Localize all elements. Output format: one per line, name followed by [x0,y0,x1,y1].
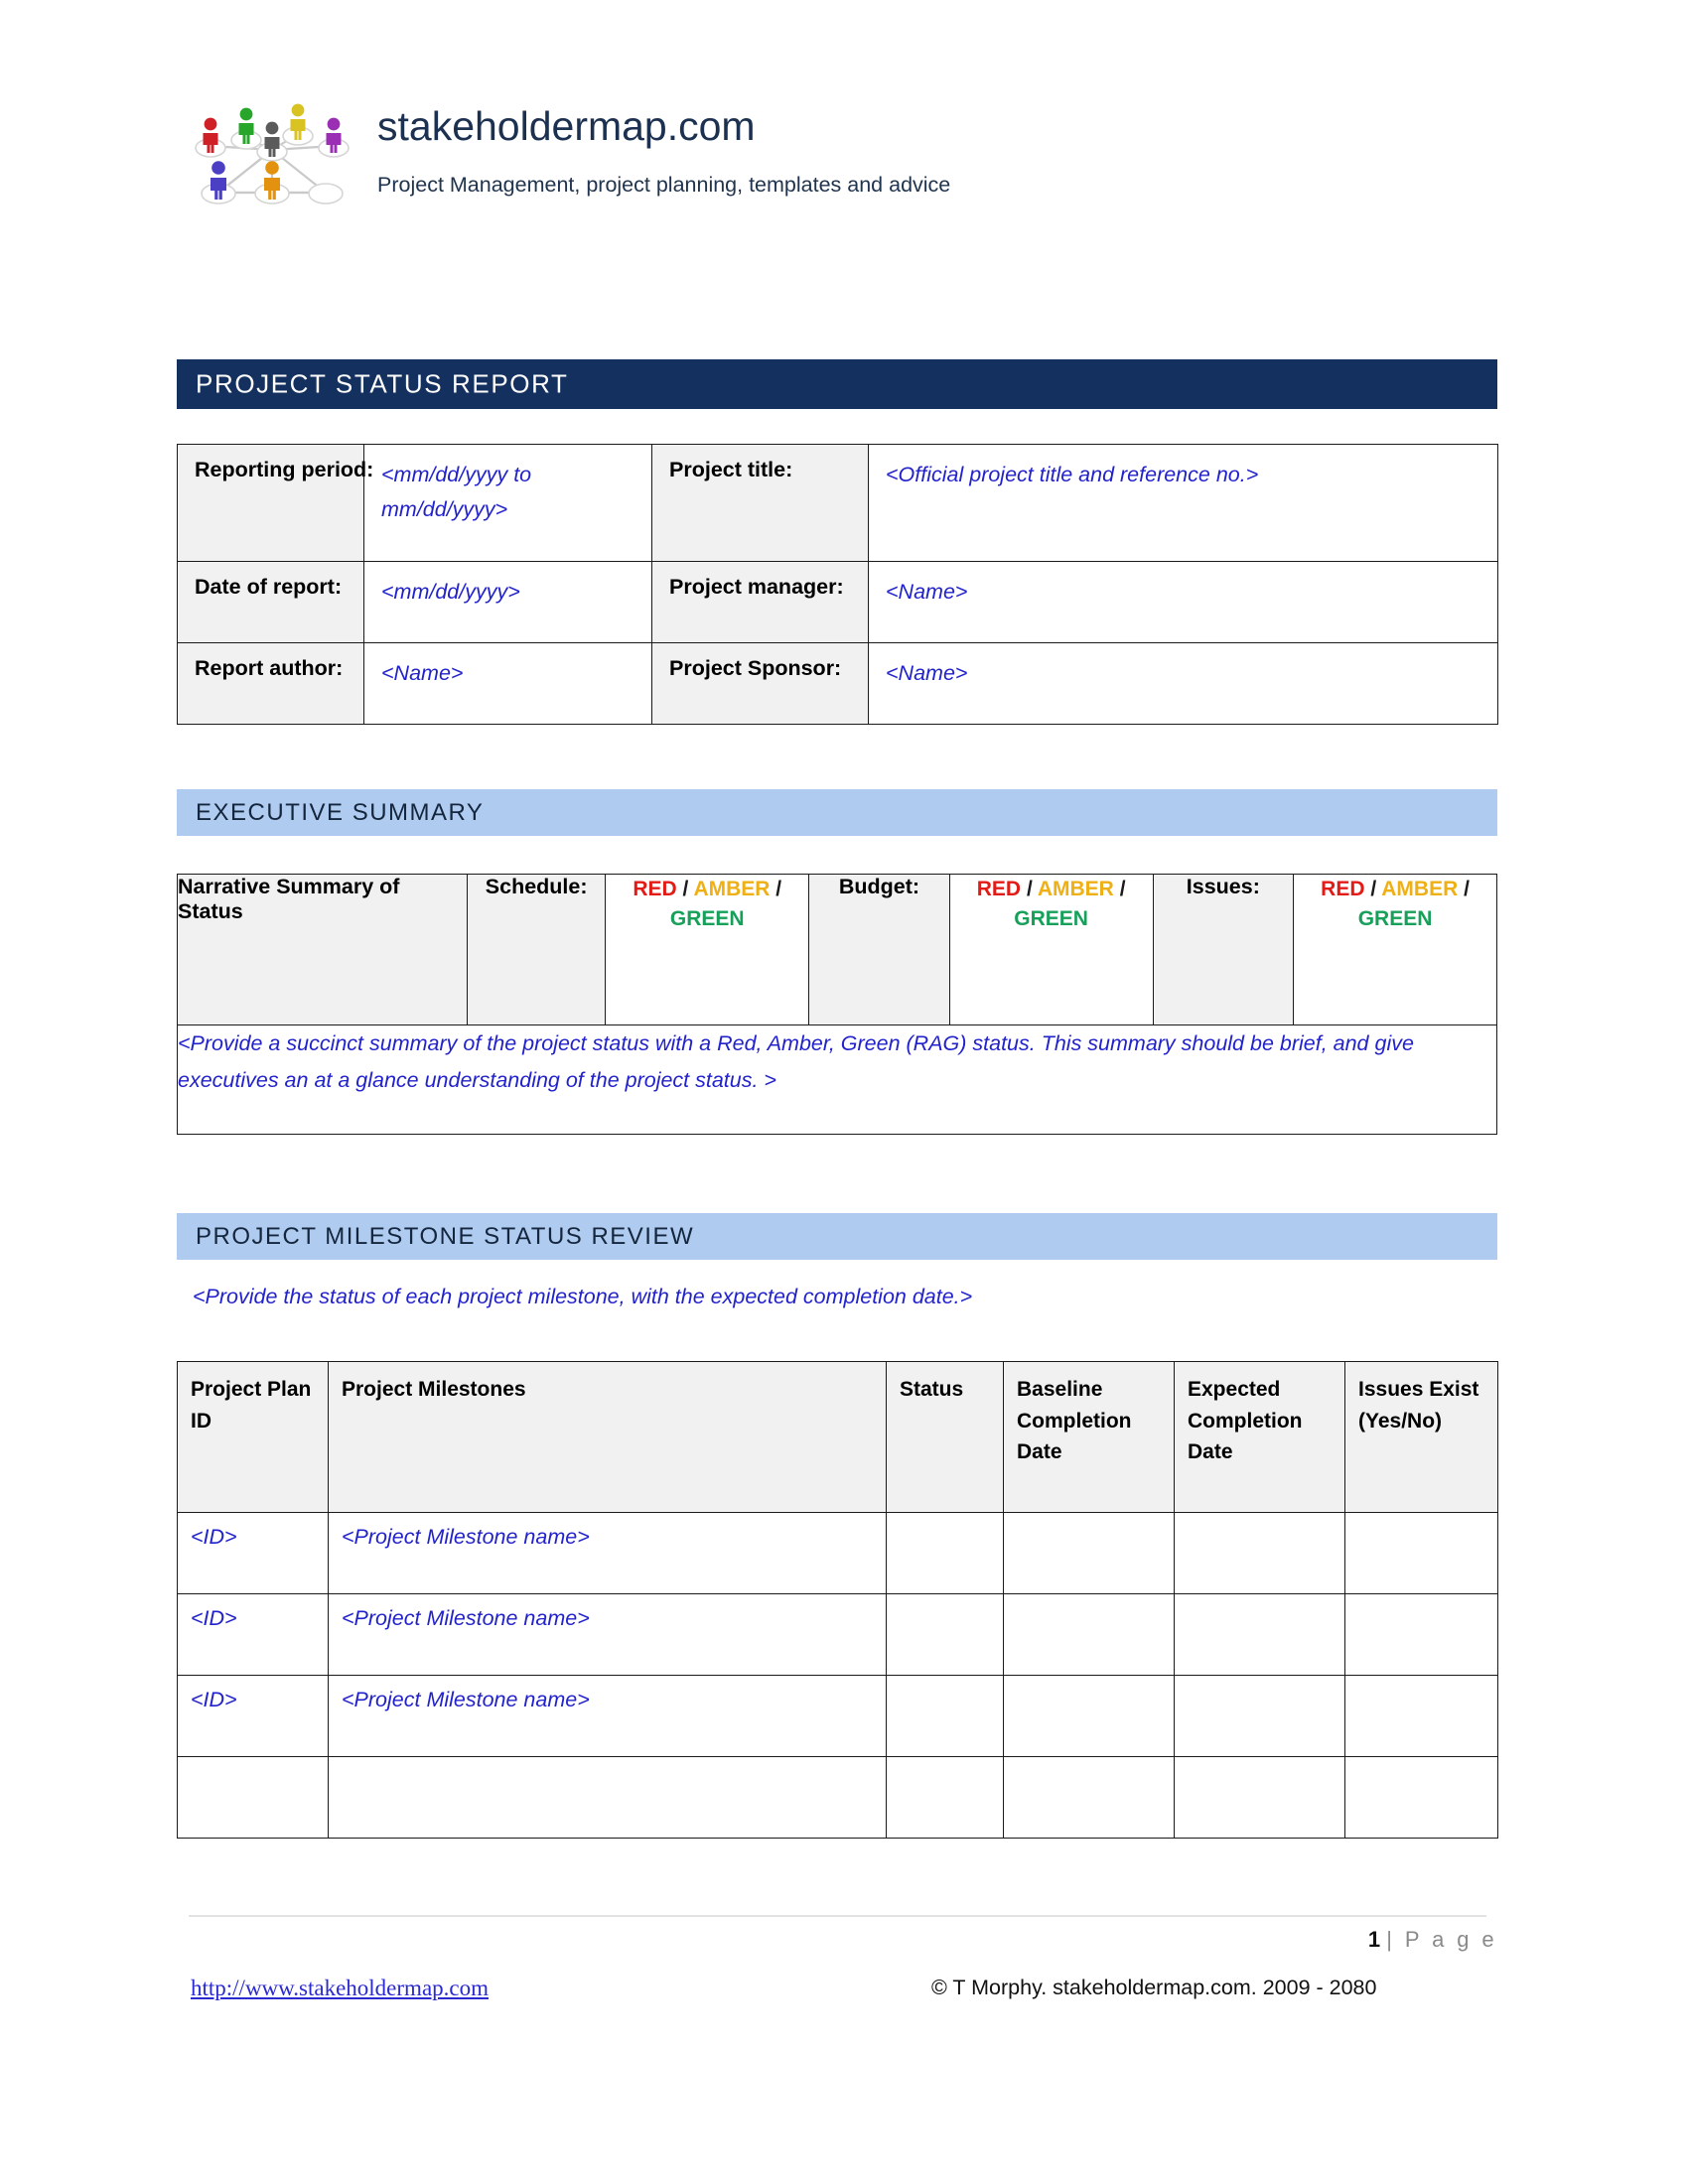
page-label: | P a g e [1386,1927,1497,1952]
schedule-label: Schedule: [467,875,605,1025]
project-manager-value[interactable]: <Name> [869,562,1498,643]
reporting-period-label: Reporting period: [178,445,364,562]
project-title-value[interactable]: <Official project title and reference no.> [869,445,1498,562]
rag-separator: / [1026,878,1033,900]
rag-separator: / [1370,878,1377,900]
footer-copyright: © T Morphy. stakeholdermap.com. 2009 - 2080 [931,1976,1377,1999]
page-number: 1 [1367,1927,1381,1952]
document-header [189,94,950,227]
rag-amber-option: AMBER [1381,878,1459,900]
date-of-report-label: Date of report: [178,562,364,643]
table-row [178,875,1497,1025]
issues-label: Issues: [1153,875,1294,1025]
rag-red-option: RED [976,878,1022,900]
milestone-status-cell[interactable] [887,1594,1004,1676]
milestone-name-cell[interactable]: <Project Milestone name> [329,1594,887,1676]
col-expected-completion-date: Expected Completion Date [1175,1362,1345,1513]
col-status: Status [887,1362,1004,1513]
table-row [178,643,1498,725]
milestone-expected-cell[interactable] [1175,1757,1345,1839]
footer-website-link[interactable]: http://www.stakeholdermap.com [191,1976,489,2000]
milestone-baseline-cell[interactable] [1004,1513,1175,1594]
table-row [178,445,1498,562]
milestone-name-cell[interactable]: <Project Milestone name> [329,1513,887,1594]
rag-red-option: RED [633,878,677,900]
page-number-indicator [1368,1927,1497,1953]
brand-subtitle: Project Management, project planning, templates and advice [377,173,951,197]
milestone-baseline-cell[interactable] [1004,1676,1175,1757]
milestone-note: <Provide the status of each project milestone, with the expected completion date.> [193,1285,973,1308]
project-title-label: Project title: [652,445,869,562]
footer-divider [189,1915,1486,1917]
table-row [178,1676,1498,1757]
milestone-status-cell[interactable] [887,1757,1004,1839]
brand-block [377,94,950,198]
report-author-label: Report author: [178,643,364,725]
budget-rag-value[interactable] [949,875,1153,1025]
report-info-table [177,444,1498,725]
rag-amber-option: AMBER [1037,878,1114,900]
rag-separator: / [1464,878,1470,900]
col-issues-exist: Issues Exist (Yes/No) [1345,1362,1498,1513]
milestone-issues-cell[interactable] [1345,1513,1498,1594]
milestone-id-cell[interactable]: <ID> [178,1676,329,1757]
report-title-band [177,359,1497,409]
narrative-summary-header: Narrative Summary of Status [178,875,468,1025]
budget-label: Budget: [809,875,950,1025]
executive-summary-band [177,789,1497,836]
milestone-id-cell[interactable] [178,1757,329,1839]
milestone-id-cell[interactable]: <ID> [178,1594,329,1676]
col-project-milestones: Project Milestones [329,1362,887,1513]
page-title: PROJECT STATUS REPORT [196,368,569,399]
executive-summary-heading: EXECUTIVE SUMMARY [196,798,485,826]
brand-title: stakeholdermap.com [377,103,756,149]
project-sponsor-value[interactable]: <Name> [869,643,1498,725]
table-row [178,1594,1498,1676]
date-of-report-value[interactable]: <mm/dd/yyyy> [364,562,652,643]
narrative-summary-input[interactable]: <Provide a succinct summary of the project status with a Red, Amber, Green (RAG) status. This summary should be brief, and give executives an at a glance understanding of the project status. > [178,1025,1497,1135]
rag-green-option: GREEN [669,907,745,931]
milestone-issues-cell[interactable] [1345,1594,1498,1676]
rag-green-option: GREEN [1357,907,1433,931]
reporting-period-value[interactable]: <mm/dd/yyyy to mm/dd/yyyy> [364,445,652,562]
milestone-expected-cell[interactable] [1175,1594,1345,1676]
table-row [178,562,1498,643]
milestone-status-cell[interactable] [887,1676,1004,1757]
milestone-status-cell[interactable] [887,1513,1004,1594]
table-row [178,1513,1498,1594]
project-sponsor-label: Project Sponsor: [652,643,869,725]
rag-separator: / [1119,878,1126,900]
milestone-name-cell[interactable] [329,1757,887,1839]
col-baseline-completion-date: Baseline Completion Date [1004,1362,1175,1513]
project-manager-label: Project manager: [652,562,869,643]
stakeholder-network-icon [189,98,355,227]
rag-amber-option: AMBER [693,878,771,900]
milestone-heading: PROJECT MILESTONE STATUS REVIEW [196,1222,695,1250]
issues-rag-value[interactable] [1294,875,1497,1025]
rag-separator: / [682,878,689,900]
milestone-issues-cell[interactable] [1345,1757,1498,1839]
schedule-rag-value[interactable] [606,875,809,1025]
milestone-name-cell[interactable]: <Project Milestone name> [329,1676,887,1757]
milestone-baseline-cell[interactable] [1004,1757,1175,1839]
table-row [178,1025,1497,1135]
executive-summary-table [177,874,1497,1135]
milestone-expected-cell[interactable] [1175,1676,1345,1757]
rag-green-option: GREEN [1014,907,1088,931]
table-header-row [178,1362,1498,1513]
milestone-id-cell[interactable]: <ID> [178,1513,329,1594]
milestone-issues-cell[interactable] [1345,1676,1498,1757]
report-author-value[interactable]: <Name> [364,643,652,725]
rag-red-option: RED [1321,878,1365,900]
milestone-status-band [177,1213,1497,1260]
milestone-expected-cell[interactable] [1175,1513,1345,1594]
milestone-table [177,1361,1498,1839]
milestone-baseline-cell[interactable] [1004,1594,1175,1676]
table-row [178,1757,1498,1839]
col-project-plan-id: Project Plan ID [178,1362,329,1513]
rag-separator: / [775,878,782,900]
